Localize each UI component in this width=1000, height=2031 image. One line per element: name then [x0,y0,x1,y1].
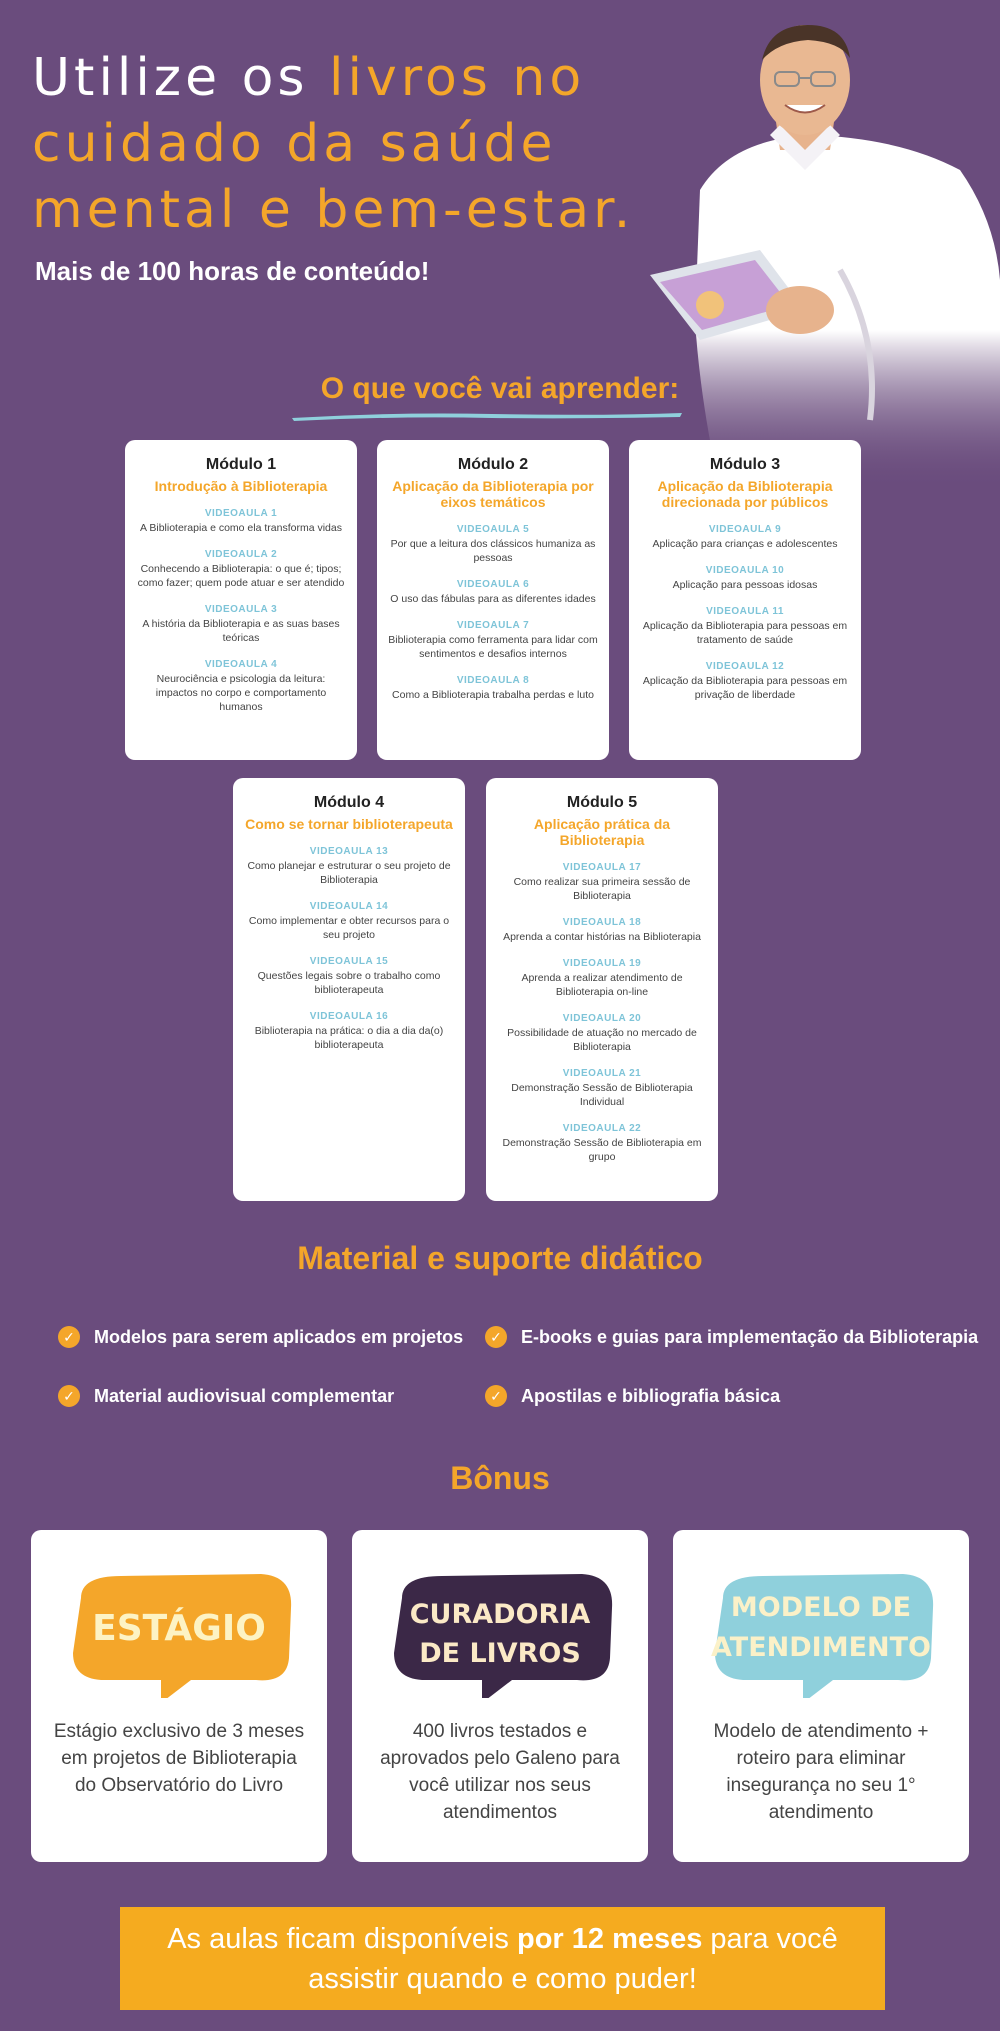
lesson-item [496,1013,708,1054]
hero-title [32,45,672,243]
instructor-photo [640,20,1000,490]
learn-section-title: O que você vai aprender: [320,372,680,405]
lesson-label: VIDEOAULA 22 [562,1123,642,1134]
material-item [485,1385,780,1407]
lesson-text: Como realizar sua primeira sessão de Biblioterapia [513,876,691,902]
lesson-text: Aplicação da Biblioterapia para pessoas em privação de liberdade [642,675,848,701]
material-item [58,1385,394,1407]
check-circle-icon: ✓ [58,1326,80,1348]
speech-bubble-badge [61,1568,297,1698]
title-brush-underline [292,410,682,422]
lesson-item [387,620,599,661]
lesson-label: VIDEOAULA 13 [309,846,389,857]
lesson-label: VIDEOAULA 12 [705,661,785,672]
lesson-text: Como planejar e estruturar o seu projeto de Biblioterapia [247,860,451,886]
lesson-item [639,606,851,647]
lesson-item [243,901,455,942]
check-circle-icon: ✓ [58,1385,80,1407]
availability-banner [120,1907,885,2010]
bonus-description: Modelo de atendimento + roteiro para eliminar insegurança no seu 1° atendimento [713,1721,929,1823]
bonus-description: 400 livros testados e aprovados pelo Galeno para você utilizar nos seus atendimentos [380,1721,620,1823]
hero-title-white: Utilize os [32,48,330,108]
lesson-item [135,659,347,714]
lesson-item [243,846,455,887]
lesson-label: VIDEOAULA 15 [309,956,389,967]
lesson-item [639,524,851,551]
lesson-item [639,565,851,592]
material-item-label: E-books e guias para implementação da Biblioterapia [521,1326,979,1347]
lesson-label: VIDEOAULA 2 [204,549,278,560]
lesson-text: Aprenda a contar histórias na Biblioterapia [503,931,701,943]
module-subtitle: Aplicação da Biblioterapia direcionada por públicos [657,478,833,510]
lesson-text: Como implementar e obter recursos para o seu projeto [248,915,450,941]
lesson-label: VIDEOAULA 4 [204,659,278,670]
lesson-text: Aplicação para pessoas idosas [672,579,818,591]
lesson-item [496,1123,708,1164]
lesson-label: VIDEOAULA 9 [708,524,782,535]
material-item [58,1326,463,1348]
module-card-5 [486,778,718,1201]
material-item-label: Modelos para serem aplicados em projetos [94,1326,464,1347]
module-card-4 [233,778,465,1201]
lesson-label: VIDEOAULA 8 [456,675,530,686]
lesson-item [496,917,708,944]
module-title: Módulo 4 [313,794,385,811]
bubble-text: CURADORIA [409,1599,591,1630]
lesson-label: VIDEOAULA 7 [456,620,530,631]
module-title: Módulo 5 [566,794,638,811]
lesson-text: Demonstração Sessão de Biblioterapia em grupo [502,1137,702,1163]
bonus-card-internship [31,1530,327,1862]
lesson-item [387,675,599,702]
module-title: Módulo 1 [205,456,277,473]
cta-text-bold: por 12 meses [516,1923,703,1955]
lesson-text: Aplicação para crianças e adolescentes [652,538,838,550]
module-title: Módulo 2 [457,456,529,473]
lesson-text: Biblioterapia na prática: o dia a dia da(o) biblioterapeuta [254,1025,444,1051]
module-subtitle: Introdução à Biblioterapia [154,478,328,494]
lesson-item [243,1011,455,1052]
bubble-text: MODELO DE [730,1592,912,1623]
lesson-item [135,604,347,645]
bubble-text: DE LIVROS [419,1638,581,1669]
lesson-label: VIDEOAULA 6 [456,579,530,590]
lesson-label: VIDEOAULA 1 [204,508,278,519]
lesson-label: VIDEOAULA 20 [562,1013,642,1024]
material-item-label: Material audiovisual complementar [94,1385,395,1406]
check-circle-icon: ✓ [485,1326,507,1348]
lesson-item [387,524,599,565]
lesson-label: VIDEOAULA 5 [456,524,530,535]
material-item [485,1326,978,1348]
lesson-text: Aprenda a realizar atendimento de Biblioterapia on-line [521,972,683,998]
lesson-label: VIDEOAULA 14 [309,901,389,912]
lesson-text: Neurociência e psicologia da leitura: impactos no corpo e comportamento humanos [155,673,327,713]
lesson-text: O uso das fábulas para as diferentes idades [390,593,596,605]
lesson-text: A Biblioterapia e como ela transforma vidas [140,522,342,534]
lesson-item [243,956,455,997]
lesson-label: VIDEOAULA 21 [562,1068,642,1079]
bonus-section-title: Bônus [450,1460,550,1496]
bubble-text: ESTÁGIO [92,1608,266,1649]
lesson-item [639,661,851,702]
speech-bubble-badge [703,1568,939,1698]
cta-text-part2: para você assistir quando e como puder! [308,1923,838,1995]
lesson-item [135,508,347,535]
material-section-title: Material e suporte didático [297,1240,703,1276]
lesson-label: VIDEOAULA 19 [562,958,642,969]
lesson-item [135,549,347,590]
bubble-text: ATENDIMENTO [711,1632,931,1663]
lesson-text: Questões legais sobre o trabalho como biblioterapeuta [257,970,441,996]
bonus-description: Estágio exclusivo de 3 meses em projetos de Biblioterapia do Observatório do Livro [53,1721,305,1796]
lesson-item [496,1068,708,1109]
lesson-label: VIDEOAULA 11 [706,606,784,617]
lesson-text: Possibilidade de atuação no mercado de Biblioterapia [507,1027,697,1053]
hero-subtitle: Mais de 100 horas de conteúdo! [35,256,430,286]
speech-bubble-badge [382,1568,618,1698]
lesson-text: Biblioterapia como ferramenta para lidar com sentimentos e desafios internos [388,634,598,660]
module-card-1 [125,440,357,760]
lesson-item [387,579,599,606]
lesson-label: VIDEOAULA 16 [309,1011,389,1022]
bonus-card-curation [352,1530,648,1862]
lesson-text: Demonstração Sessão de Biblioterapia Individual [511,1082,693,1108]
cta-text-part1: As aulas ficam disponíveis [167,1923,517,1955]
lesson-item [496,958,708,999]
check-circle-icon: ✓ [485,1385,507,1407]
lesson-item [496,862,708,903]
lesson-label: VIDEOAULA 17 [562,862,642,873]
lesson-text: Por que a leitura dos clássicos humaniza as pessoas [390,538,596,564]
lesson-label: VIDEOAULA 18 [562,917,642,928]
lesson-label: VIDEOAULA 10 [705,565,785,576]
lesson-text: Como a Biblioterapia trabalha perdas e luto [392,689,594,701]
module-subtitle: Aplicação prática da Biblioterapia [533,816,671,848]
lesson-text: A história da Biblioterapia e as suas bases teóricas [142,618,340,644]
lesson-text: Conhecendo a Biblioterapia: o que é; tipos; como fazer; quem pode atuar e ser atendido [137,563,345,589]
hero-title-highlight: livros no cuidado da saúde mental e bem-estar. [32,48,635,240]
module-card-2 [377,440,609,760]
lesson-label: VIDEOAULA 3 [204,604,278,615]
module-subtitle: Aplicação da Biblioterapia por eixos temáticos [392,478,594,510]
lesson-text: Aplicação da Biblioterapia para pessoas em tratamento de saúde [642,620,848,646]
bonus-card-care-model [673,1530,969,1862]
module-subtitle: Como se tornar biblioterapeuta [245,816,453,832]
module-title: Módulo 3 [709,456,781,473]
module-card-3 [629,440,861,760]
material-item-label: Apostilas e bibliografia básica [521,1385,781,1406]
